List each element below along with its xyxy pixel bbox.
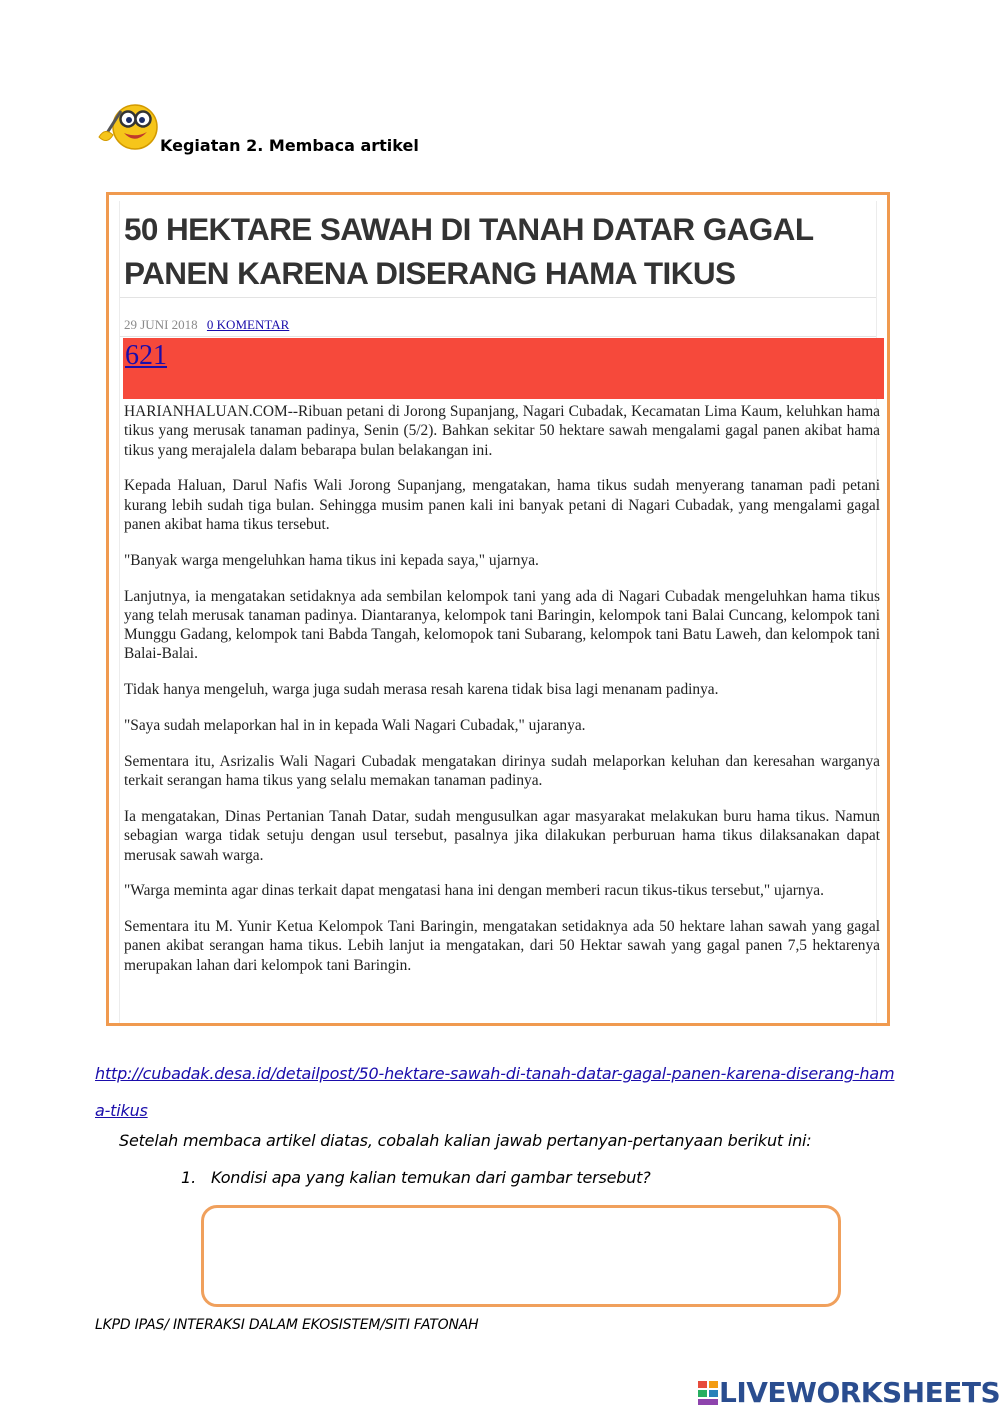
article-paragraph: Sementara itu, Asrizalis Wali Nagari Cubadak mengatakan dirinya sudah melaporkan keluhan dan keresahan warganya terkait serangan hama tikus yang selalu memakan tanaman padinya. bbox=[124, 752, 880, 790]
article-paragraph: HARIANHALUAN.COM--Ribuan petani di Jorong Supanjang, Nagari Cubadak, Kecamatan Lima Kaum, keluhkan hama tikus yang merusak tanaman padinya, Senin (5/2). Bahkan sekitar 50 hektare sawah mengalami gagal panen akibat hama tikus yang merajalela dalam bebarapa bulan belakangan ini. bbox=[124, 403, 880, 459]
article-paragraph: Ia mengatakan, Dinas Pertanian Tanah Datar, sudah mengusulkan agar masyarakat melakukan buru hama tikus. Namun sebagian warga tidak setuju dengan usul tersebut, pasalnya jika dilakukan perburuan hama tikus dilaksanakan dapat merusak sawah warga. bbox=[124, 807, 880, 864]
article-content bbox=[119, 201, 880, 1023]
mascot-magnifier-icon bbox=[95, 97, 161, 153]
footer-text: LKPD IPAS/ INTERAKSI DALAM EKOSISTEM/SITI FATONAH bbox=[95, 1317, 479, 1333]
source-link[interactable]: http://cubadak.desa.id/detailpost/50-hektare-sawah-di-tanah-datar-gagal-panen-karena-diserang-hama-tikus bbox=[95, 1064, 895, 1120]
article-body bbox=[124, 402, 880, 992]
article-paragraph: Tidak hanya mengeluh, warga juga sudah merasa resah karena tidak bisa lagi menanam padinya. bbox=[124, 681, 719, 699]
instruction-text: Setelah membaca artikel diatas, cobalah kalian jawab pertanyan-pertanyaan berikut ini: bbox=[119, 1131, 812, 1150]
question-text: Kondisi apa yang kalian temukan dari gambar tersebut? bbox=[211, 1168, 651, 1187]
article-paragraph: Sementara itu M. Yunir Ketua Kelompok Tani Baringin, mengatakan setidaknya ada 50 hektare lahan sawah yang gagal panen akibat serangan hama tikus. Lebih lanjut ia mengatakan, dari 50 Hektar sawah yang gagal panen 7,5 hektarenya merupakan lahan dari kelompok tani Baringin. bbox=[124, 918, 880, 974]
question-number: 1. bbox=[181, 1168, 197, 1187]
article-meta bbox=[124, 317, 289, 333]
article-paragraph: Lanjutnya, ia mengatakan setidaknya ada sembilan kelompok tani yang ada di Nagari Cubadak mengeluhkan hama tikus yang telah merusak tanaman padinya. Diantaranya, kelompok tani Baringin, kelompok tani Balai Cuncang, kelompok tani Munggu Gadang, kelompok tani Babda Tangah, kelomopok tani Subarang, kelompok tani Batu Laweh, dan kelompok tani Balai-Balai. bbox=[124, 587, 880, 663]
activity-title: Kegiatan 2. Membaca artikel bbox=[160, 136, 419, 155]
article-paragraph: Kepada Haluan, Darul Nafis Wali Jorong Supanjang, mengatakan, hama tikus sudah menyerang tanaman padi petani kurang lebih sudah tiga bulan. Sehingga musim panen kali ini banyak petani di Nagari Cubadak, yang mengalami gagal panen akibat hama tikus tersebut. bbox=[124, 477, 880, 533]
meta-divider bbox=[120, 336, 876, 337]
share-count-link[interactable]: 621 bbox=[125, 340, 167, 371]
liveworksheets-logo-icon bbox=[697, 1380, 719, 1406]
liveworksheets-watermark: LIVEWORKSHEETS bbox=[719, 1376, 1000, 1409]
article-paragraph: "Saya sudah melaporkan hal in in kepada Wali Nagari Cubadak," ujaranya. bbox=[124, 717, 586, 735]
article-date: 29 JUNI 2018 bbox=[124, 317, 198, 332]
article-paragraph: "Banyak warga mengeluhkan hama tikus ini kepada saya," ujarnya. bbox=[124, 551, 539, 569]
share-banner bbox=[123, 338, 884, 399]
comments-link[interactable]: 0 KOMENTAR bbox=[206, 317, 290, 332]
article-frame bbox=[106, 192, 890, 1026]
headline-divider bbox=[120, 297, 876, 298]
article-headline: 50 HEKTARE SAWAH DI TANAH DATAR GAGAL PANEN KARENA DISERANG HAMA TIKUS bbox=[124, 211, 813, 291]
article-paragraph: "Warga meminta agar dinas terkait dapat mengatasi hana ini dengan memberi racun tikus-tikus tersebut," ujarnya. bbox=[124, 882, 824, 900]
answer-input-box[interactable] bbox=[201, 1205, 841, 1307]
